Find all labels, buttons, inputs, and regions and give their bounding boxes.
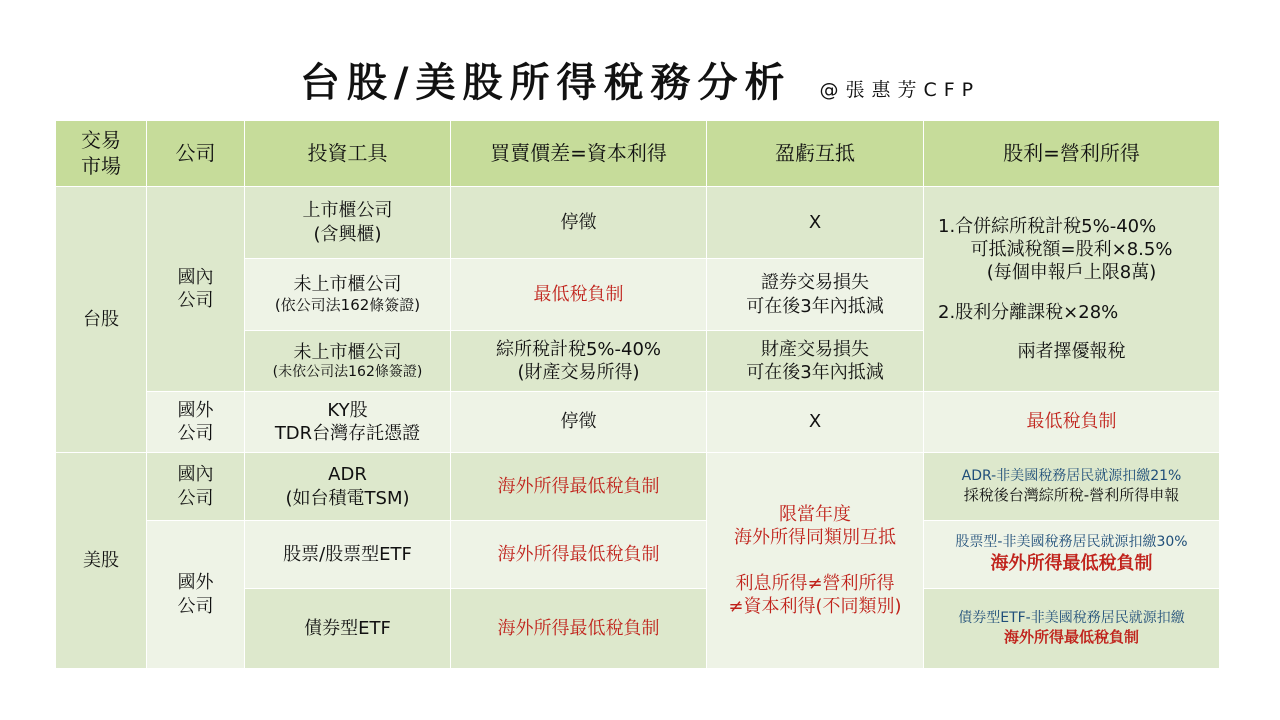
spread-unlisted-signed: 最低稅負制 [451, 259, 707, 331]
header-market: 交易 市場 [56, 121, 147, 187]
header-dividend: 股利=營利所得 [924, 121, 1220, 187]
header-row [56, 121, 1220, 187]
page-title: 台股/美股所得稅務分析 [299, 60, 792, 106]
table-row [56, 187, 1220, 259]
offset-listed: X [707, 187, 924, 259]
spread-bond-etf: 海外所得最低稅負制 [451, 589, 707, 669]
company-tw-foreign: 國外 公司 [147, 392, 245, 453]
market-tw: 台股 [56, 187, 147, 453]
header-offset: 盈虧互抵 [707, 121, 924, 187]
instrument-unlisted-signed: 未上市櫃公司 (依公司法162條簽證) [245, 259, 451, 331]
market-us: 美股 [56, 453, 147, 669]
spread-stock-etf: 海外所得最低稅負制 [451, 521, 707, 589]
offset-us: 限當年度 海外所得同類別互抵 利息所得≠營利所得 ≠資本利得(不同類別) [707, 453, 924, 669]
table-row [56, 392, 1220, 453]
header-company: 公司 [147, 121, 245, 187]
dividend-bond-etf: 債券型ETF-非美國稅務居民就源扣繳 海外所得最低稅負制 [924, 589, 1220, 669]
spread-ky-tdr: 停徵 [451, 392, 707, 453]
offset-unlisted-signed: 證券交易損失 可在後3年內抵減 [707, 259, 924, 331]
dividend-stock-etf: 股票型-非美國稅務居民就源扣繳30% 海外所得最低稅負制 [924, 521, 1220, 589]
dividend-tw-domestic: 1.合併綜所稅計稅5%-40% 可抵減稅額=股利×8.5% (每個申報戶上限8萬) 2.股利分離課稅×28% 兩者擇優報稅 [924, 187, 1220, 392]
offset-unlisted-unsigned: 財產交易損失 可在後3年內抵減 [707, 331, 924, 392]
offset-ky-tdr: X [707, 392, 924, 453]
company-us-foreign: 國外 公司 [147, 521, 245, 669]
instrument-stock-etf: 股票/股票型ETF [245, 521, 451, 589]
header-instrument: 投資工具 [245, 121, 451, 187]
spread-adr: 海外所得最低稅負制 [451, 453, 707, 521]
instrument-ky-tdr: KY股 TDR台灣存託憑證 [245, 392, 451, 453]
dividend-adr: ADR-非美國稅務居民就源扣繳21% 採稅後台灣綜所稅-營利所得申報 [924, 453, 1220, 521]
instrument-listed: 上市櫃公司 (含興櫃) [245, 187, 451, 259]
header-spread: 買賣價差=資本利得 [451, 121, 707, 187]
instrument-unlisted-unsigned: 未上市櫃公司 (未依公司法162條簽證) [245, 331, 451, 392]
table-row [56, 453, 1220, 521]
instrument-adr: ADR (如台積電TSM) [245, 453, 451, 521]
author-credit: @張惠芳CFP [819, 79, 981, 101]
instrument-bond-etf: 債券型ETF [245, 589, 451, 669]
title-bar [0, 48, 1280, 108]
table-row [56, 521, 1220, 589]
company-us-domestic: 國內 公司 [147, 453, 245, 521]
spread-unlisted-unsigned: 綜所稅計稅5%-40% (財產交易所得) [451, 331, 707, 392]
company-tw-domestic: 國內 公司 [147, 187, 245, 392]
dividend-ky-tdr: 最低稅負制 [924, 392, 1220, 453]
spread-listed: 停徵 [451, 187, 707, 259]
tax-analysis-table [55, 120, 1220, 669]
